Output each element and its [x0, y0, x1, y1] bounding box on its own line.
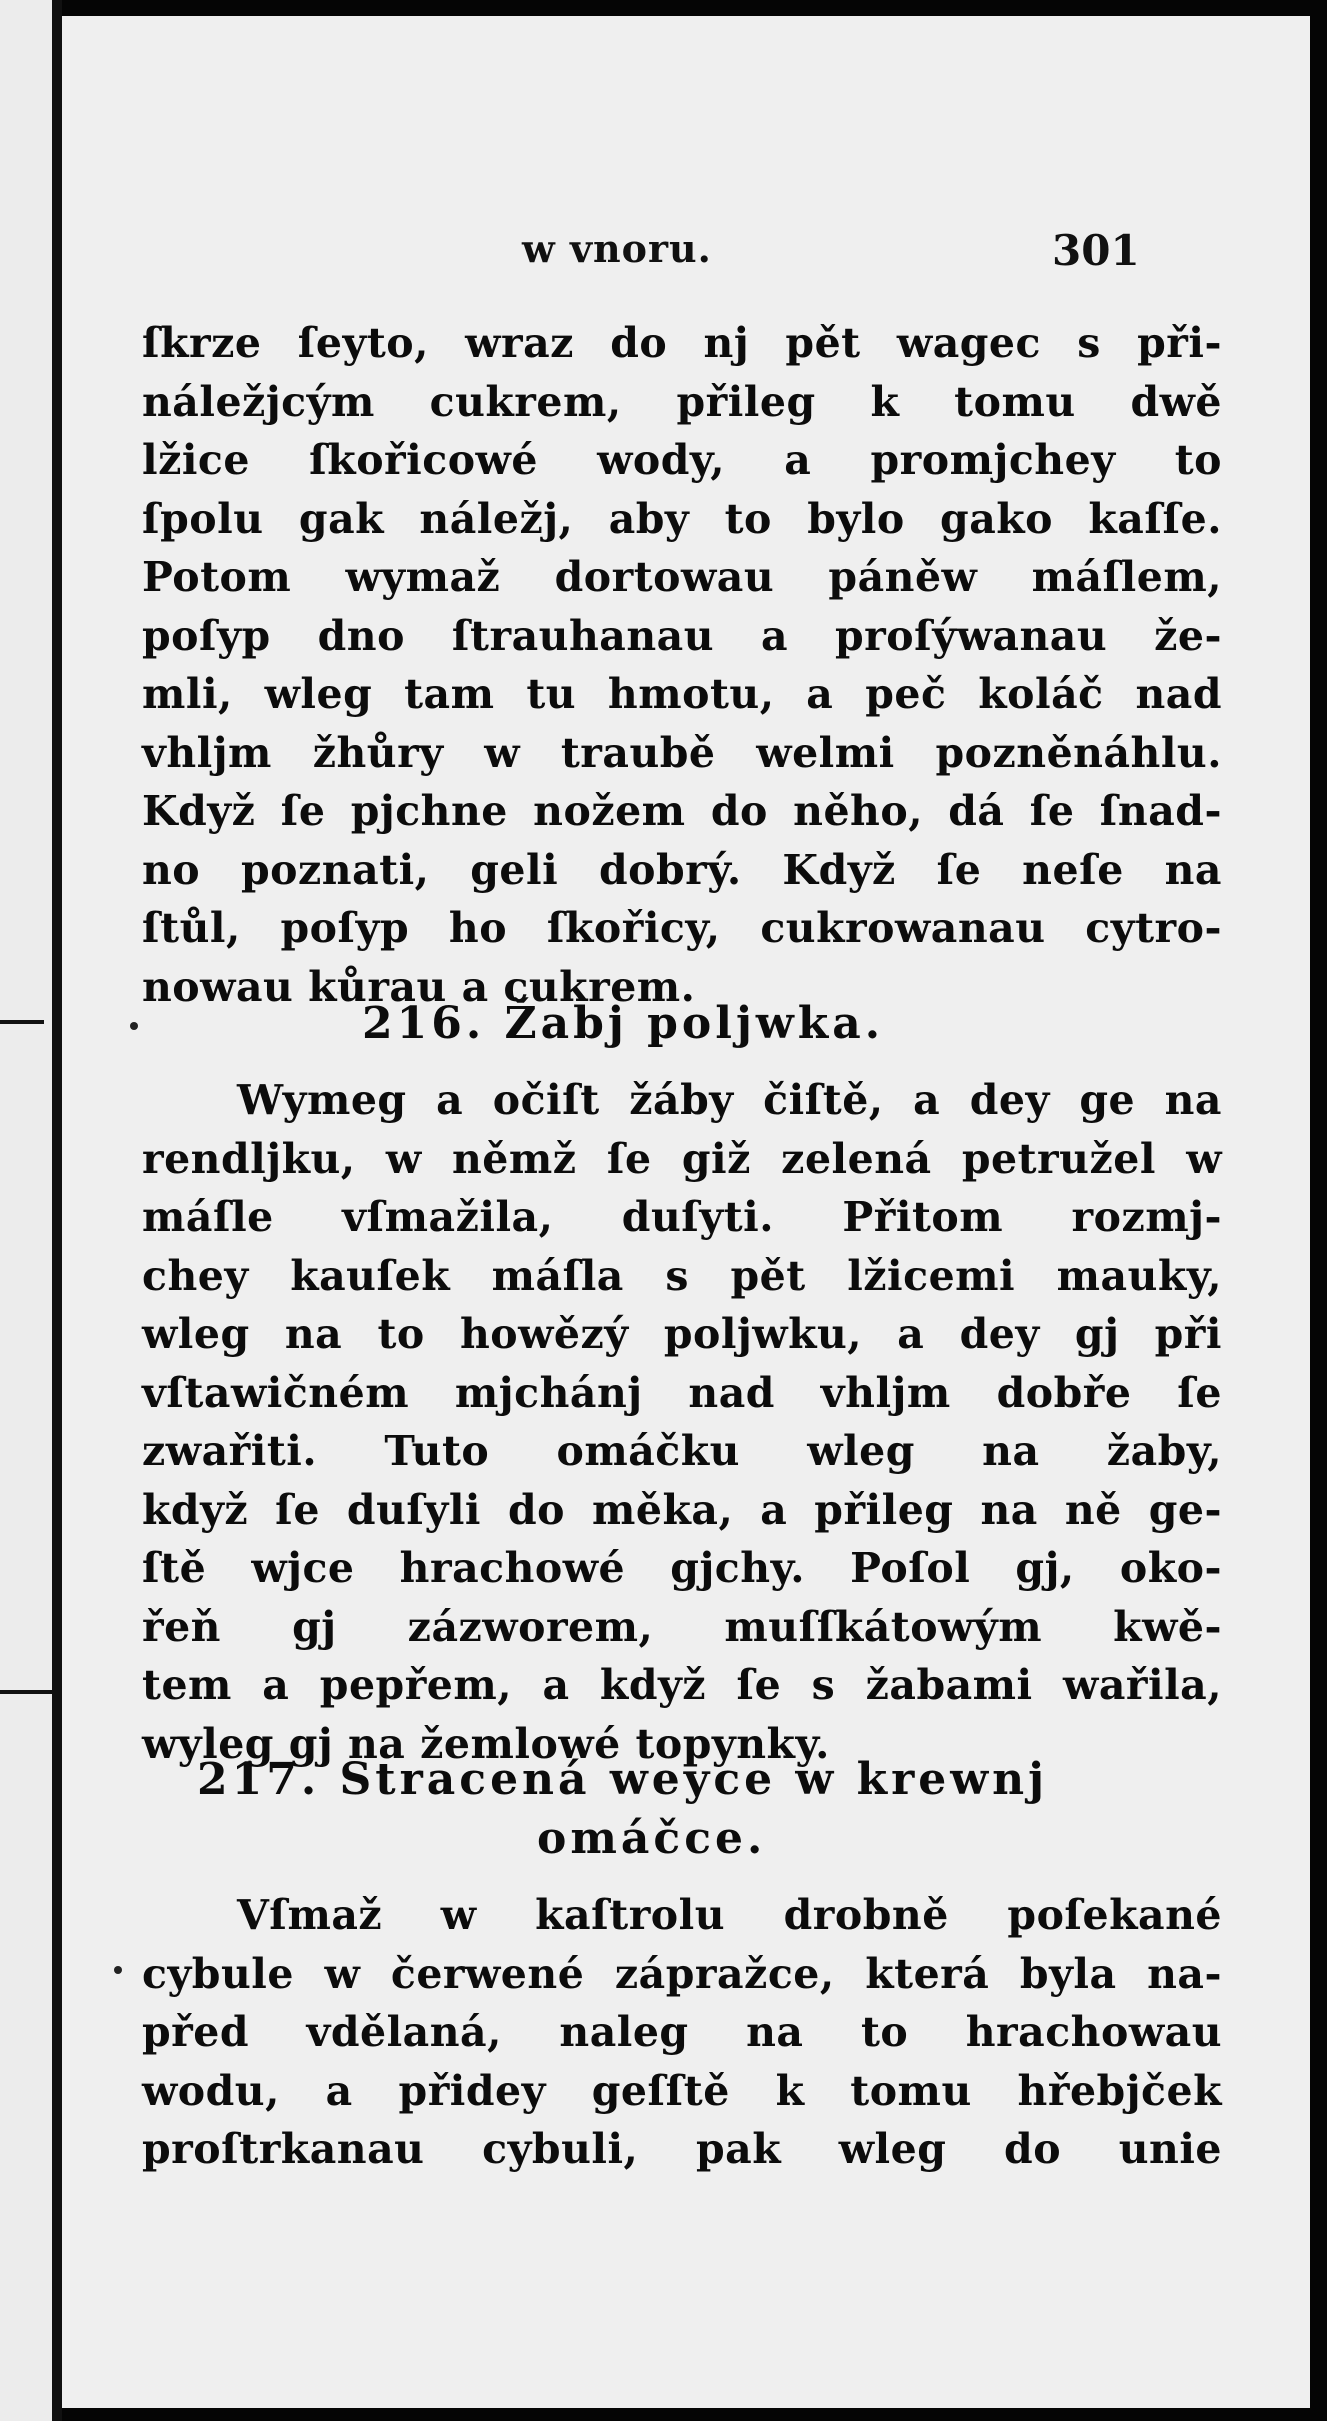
gutter-mark: [0, 1020, 44, 1024]
recipe-heading-216: 216. Žabj poljwka.: [362, 998, 885, 1049]
text-line: wodu, a přidey geſſtě k tomu hřebjček: [142, 2066, 1222, 2115]
gutter-shadow: [52, 0, 62, 2421]
text-line: náležjcým cukrem, přileg k tomu dwě: [142, 377, 1222, 426]
text-line: máſle vſmažila, duſyti. Přitom rozmj-: [142, 1193, 1222, 1241]
text-line: vſtawičném mjchánj nad vhljm dobře ſe: [142, 1368, 1222, 1417]
running-title: w vnoru.: [522, 226, 712, 271]
text-line: zwařiti. Tuto omáčku wleg na žaby,: [142, 1427, 1222, 1475]
text-line: mli, wleg tam tu hmotu, a peč koláč nad: [142, 670, 1222, 718]
text-line: nowau kůrau a cukrem.: [142, 962, 696, 1011]
text-line: no poznati, geli dobrý. Když ſe neſe na: [142, 845, 1222, 894]
print-speck: [114, 1966, 122, 1974]
text-line: ſtůl, poſyp ho ſkořicy, cukrowanau cytro-: [142, 904, 1222, 952]
text-line: wyleg gj na žemlowé topynky.: [142, 1719, 830, 1768]
text-line: před vdělaná, naleg na to hrachowau: [142, 2008, 1222, 2056]
text-line: cybule w čerwené zápražce, která byla na-: [142, 1949, 1222, 1998]
text-line: rendljku, w němž ſe giž zelená petružel w: [142, 1134, 1222, 1183]
recipe-heading-217-continued: omáčce.: [537, 1813, 767, 1864]
text-line: Potom wymaž dortowau páněw máſlem,: [142, 553, 1222, 601]
gutter-mark: [0, 1690, 60, 1694]
text-line: chey kauſek máſla s pět lžicemi mauky,: [142, 1251, 1222, 1300]
page-number: 301: [1052, 226, 1140, 275]
text-line: Vſmaž w kaſtrolu drobně poſekané: [237, 1891, 1222, 1939]
text-line: tem a pepřem, a když ſe s žabami wařila,: [142, 1661, 1222, 1709]
text-line: ſkrze ſeyto, wraz do nj pět wagec s při-: [142, 319, 1222, 367]
text-line: ſpolu gak náležj, aby to bylo gako kaſſe.: [142, 494, 1222, 543]
text-line: poſyp dno ſtrauhanau a proſýwanau že-: [142, 611, 1222, 660]
running-head: [62, 226, 1310, 286]
text-line: řeň gj zázworem, muſſkátowým kwě-: [142, 1602, 1222, 1651]
paragraph-recipe-217: [142, 1886, 1222, 2179]
text-line: wleg na to howězý poljwku, a dey gj při: [142, 1310, 1222, 1358]
print-speck: [130, 1022, 138, 1030]
book-page: [62, 16, 1310, 2408]
recipe-heading-217: 217. Stracená weyce w krewnj: [197, 1754, 1049, 1805]
paragraph-recipe-216: [142, 1071, 1222, 1773]
text-line: Wymeg a očiſt žáby čiſtě, a dey ge na: [237, 1076, 1222, 1124]
text-line: Když ſe pjchne nožem do něho, dá ſe ſnad-: [142, 787, 1222, 835]
text-line: proſtrkanau cybuli, pak wleg do unie: [142, 2125, 1222, 2173]
text-line: lžice ſkořicowé wody, a promjchey to: [142, 436, 1222, 484]
paragraph-recipe-continuation: [142, 314, 1222, 1016]
text-line: ſtě wjce hrachowé gjchy. Poſol gj, oko-: [142, 1544, 1222, 1592]
text-line: když ſe duſyli do měka, a přileg na ně ge-: [142, 1485, 1222, 1534]
text-line: vhljm žhůry w traubě welmi pozněnáhlu.: [142, 728, 1222, 777]
facing-page-edge: [0, 0, 52, 2421]
